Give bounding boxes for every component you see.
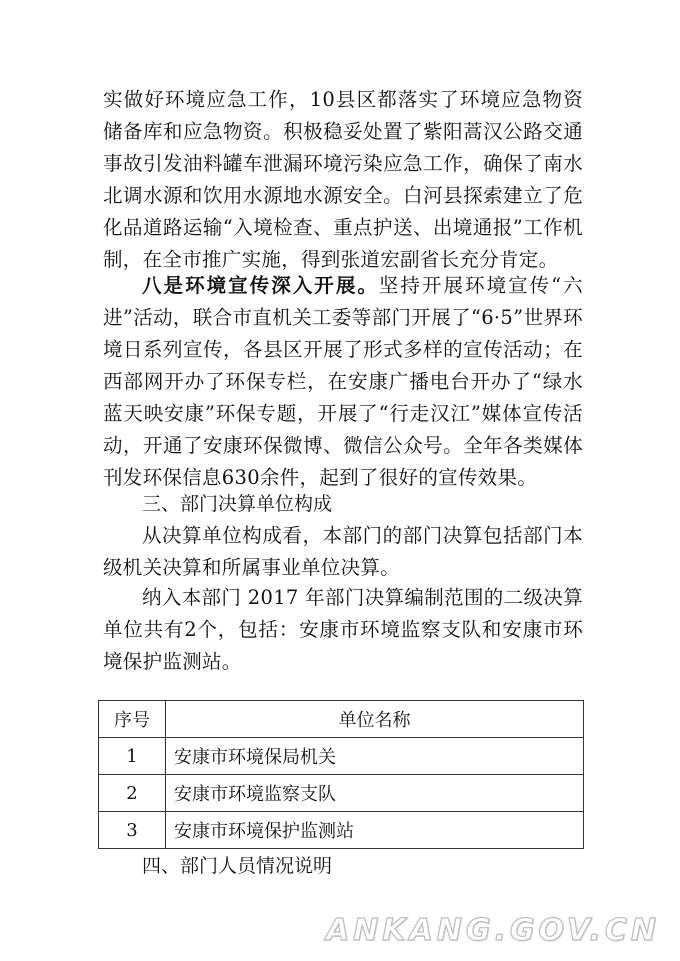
table-header-name: 单位名称: [166, 701, 584, 738]
paragraph-publicity: [103, 270, 583, 494]
table-cell-name: 安康市环境保局机关: [166, 738, 584, 775]
table-header-no: 序号: [99, 701, 166, 738]
table-cell-no: 2: [99, 775, 166, 812]
table-cell-no: 3: [99, 812, 166, 849]
section-heading-3: 三、部门决算单位构成: [142, 493, 333, 515]
table-cell-name: 安康市环境监察支队: [166, 775, 584, 812]
site-watermark: ANKANG.GOV.CN: [325, 913, 660, 948]
table-row: [99, 812, 584, 849]
table-cell-no: 1: [99, 738, 166, 775]
table-row: [99, 738, 584, 775]
units-table: [98, 700, 584, 849]
paragraph-emergency-work: 实做好环境应急工作，10县区都落实了环境应急物资储备库和应急物资。积极稳妥处置了紫阳蒿汉公路交通事故引发油料罐车泄漏环境污染应急工作，确保了南水北调水源和饮用水源地水源安全。白河县探索建立了危化品道路运输“入境检查、重点护送、出境通报”工作机制，在全市推广实施，得到张道宏副省长充分肯定。: [103, 88, 583, 271]
table-row: [99, 775, 584, 812]
paragraph-unit-composition: 从决算单位构成看，本部门的部门决算包括部门本级机关决算和所属事业单位决算。: [103, 524, 583, 579]
paragraph-secondary-units: 纳入本部门 2017 年部门决算编制范围的二级决算单位共有2个，包括：安康市环境监察支队和安康市环境保护监测站。: [103, 586, 583, 673]
paragraph-publicity-body: 坚持开展环境宣传“六进”活动，联合市直机关工委等部门开展了“6·5”世界环境日系列宣传，各县区开展了形式多样的宣传活动；在西部网开办了环保专栏，在安康广播电台开办了“绿水蓝天映安康”环保专题，开展了“行走汉江”媒体宣传活动，开通了安康环保微博、微信公众号。全年各类媒体刊发环保信息630余件，起到了很好的宣传效果。: [103, 274, 583, 489]
table-header-row: [99, 701, 584, 738]
paragraph-lead-heading: 八是环境宣传深入开展。: [142, 274, 379, 297]
table-cell-name: 安康市环境保护监测站: [166, 812, 584, 849]
section-heading-4: 四、部门人员情况说明: [142, 855, 333, 877]
